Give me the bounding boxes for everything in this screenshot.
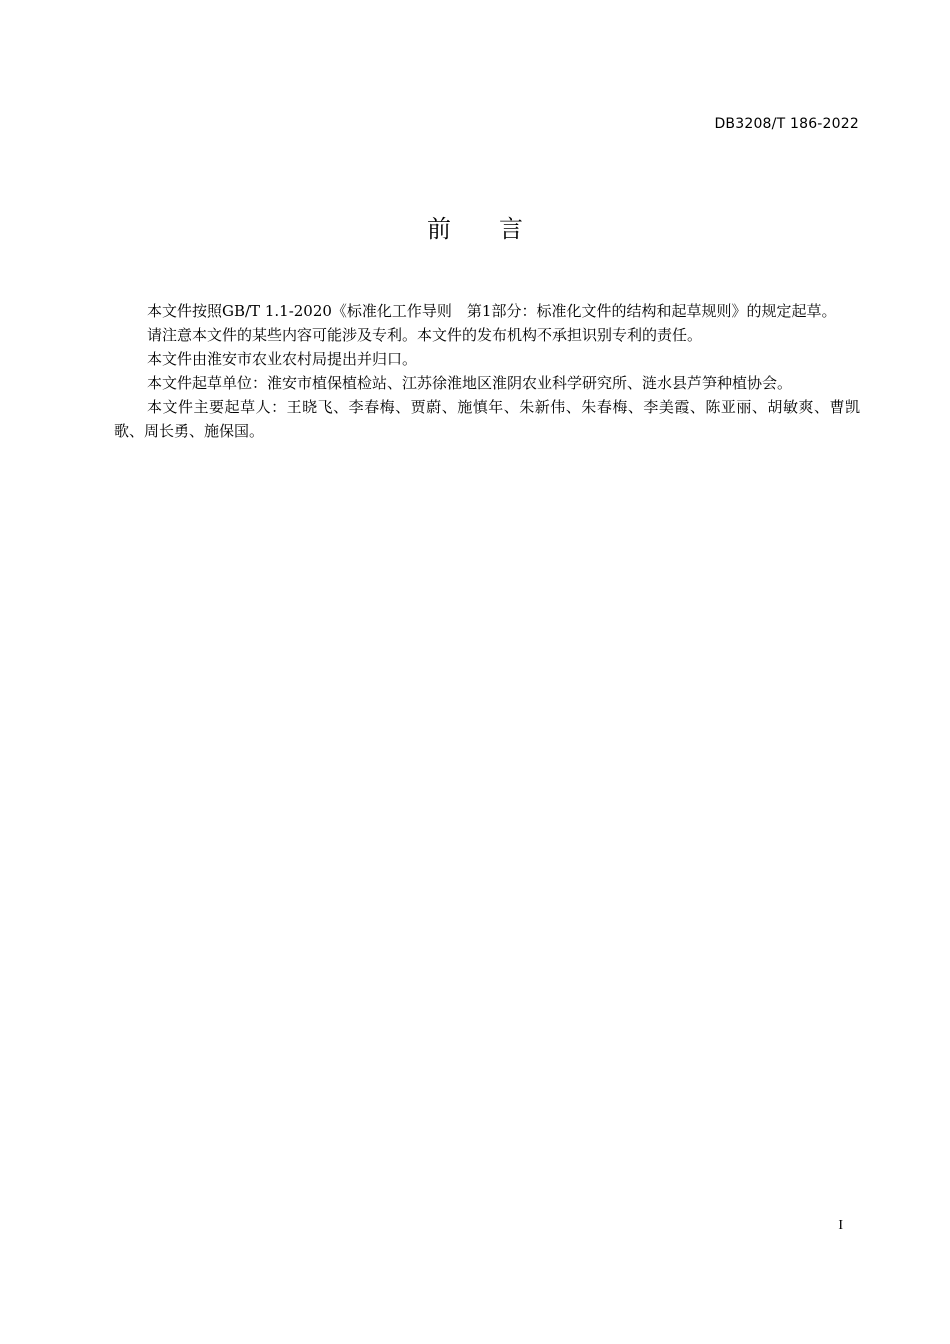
paragraph-drafting-rules: 本文件按照GB/T 1.1-2020《标准化工作导则 第1部分：标准化文件的结构和起草规则》的规定起草。 (147, 302, 837, 320)
paragraph-proposer: 本文件由淮安市农业农村局提出并归口。 (147, 350, 418, 368)
page-number: I (838, 1218, 843, 1233)
paragraph-drafting-units: 本文件起草单位：淮安市植保植检站、江苏徐淮地区淮阴农业科学研究所、涟水县芦笋种植协会。 (147, 374, 793, 392)
page-title: 前言 (427, 215, 571, 243)
paragraph-patent-notice: 请注意本文件的某些内容可能涉及专利。本文件的发布机构不承担识别专利的责任。 (147, 326, 703, 344)
paragraph-drafters: 本文件主要起草人：王晓飞、李春梅、贾蔚、施慎年、朱新伟、朱春梅、李美霞、陈亚丽、胡敏爽、曹凯歌、周长勇、施保国。 (114, 398, 860, 440)
foreword-body (114, 299, 860, 443)
document-code: DB3208/T 186-2022 (714, 116, 859, 132)
